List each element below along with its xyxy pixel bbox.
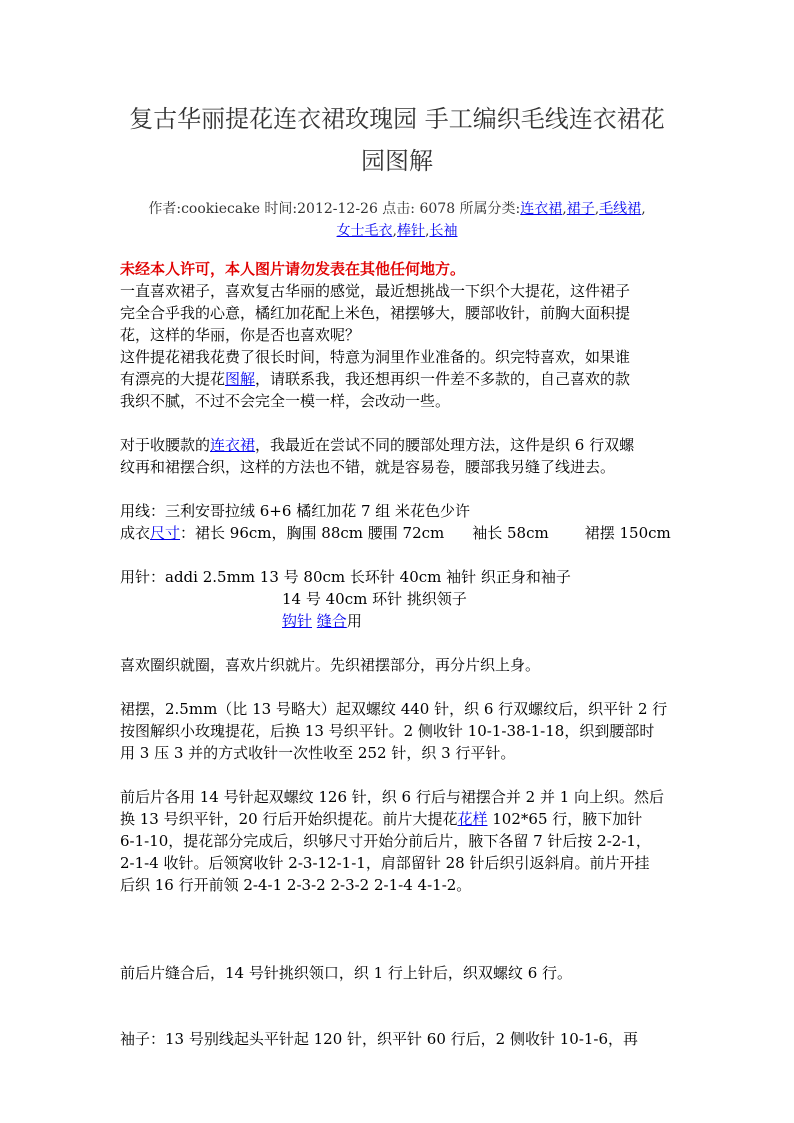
round-knit-note: 喜欢圈织就圈，喜欢片织就片。先织裙摆部分，再分片织上身。 xyxy=(120,656,541,674)
spacer xyxy=(120,984,680,1006)
meta-author-time-clicks: 作者:cookiecake 时间:2012-12-26 点击: 6078 所属分类: xyxy=(148,201,521,217)
article-meta xyxy=(100,198,694,242)
link-sewing[interactable]: 缝合 xyxy=(316,612,347,630)
spacer xyxy=(120,544,680,566)
sleeve-instructions: 袖子：13 号别线起头平针起 120 针，织平针 60 行后，2 侧收针 10-1-6，再 xyxy=(120,1030,639,1048)
copyright-warning: 未经本人许可，本人图片请勿发表在其他任何地方。 xyxy=(120,260,466,278)
story-line: 我织不腻，不过不会完全一模一样，会改动一些。 xyxy=(120,392,451,410)
needle-info: 用针：addi 2.5mm 13 号 80cm 长环针 40cm 袖针 织正身和袖子 xyxy=(120,568,571,586)
category-link-long-sleeve[interactable]: 长袖 xyxy=(429,223,458,239)
category-link-wool-skirt[interactable]: 毛线裙 xyxy=(599,201,642,217)
spacer xyxy=(120,1006,680,1028)
text-fragment: 换 13 号织平针，20 行后开始织提花。前片大提花 xyxy=(120,810,458,828)
text-fragment: ：裙长 96cm，胸围 88cm 腰围 72cm xyxy=(180,524,445,542)
category-separator: , xyxy=(562,201,567,217)
front-back-instructions: 后织 16 行开前领 2-4-1 2-3-2 2-3-2 2-1-4 4-1-2。 xyxy=(120,876,472,894)
collar-instructions: 前后片缝合后，14 号针挑织领口，织 1 行上针后，织双螺纹 6 行。 xyxy=(120,964,573,982)
skirt-instructions: 裙摆，2.5mm（比 13 号略大）起双螺纹 440 针，织 6 行双螺纹后，织平针 2 行 xyxy=(120,700,668,718)
front-back-instructions: 2-1-4 收针。后领窝收针 2-3-12-1-1，肩部留针 28 针后织引返斜肩。前片开挂 xyxy=(120,854,650,872)
spacer xyxy=(120,918,680,940)
text-fragment: 用 xyxy=(346,612,362,630)
link-crochet-hook[interactable]: 钩针 xyxy=(282,612,313,630)
spacer xyxy=(120,676,680,698)
spacer xyxy=(120,764,680,786)
category-separator: , xyxy=(594,201,600,217)
page-title xyxy=(100,98,694,182)
text-fragment: 对于收腰款的 xyxy=(120,436,211,454)
spacer xyxy=(120,940,680,962)
waist-line: 纹再和裙摆合织，这样的方法也不错，就是容易卷，腰部我另缝了线进去。 xyxy=(120,458,616,476)
intro-line: 花，这样的华丽，你是否也喜欢呢？ xyxy=(120,326,361,344)
category-separator: , xyxy=(425,223,430,239)
category-link-dress[interactable]: 连衣裙 xyxy=(520,201,563,217)
story-line xyxy=(120,368,680,390)
link-dress[interactable]: 连衣裙 xyxy=(210,436,256,454)
spacer xyxy=(120,412,680,434)
front-back-instructions: 6-1-10，提花部分完成后，织够尺寸开始分前后片，腋下各留 7 针后按 2-2-1， xyxy=(120,832,651,850)
front-back-instructions xyxy=(120,808,680,830)
category-link-knitting-needle[interactable]: 棒针 xyxy=(397,223,425,239)
article-body xyxy=(120,258,680,1050)
needle-info xyxy=(120,610,680,632)
text-fragment: 102*65 行，腋下加针 xyxy=(487,810,643,828)
category-link-skirt[interactable]: 裙子 xyxy=(566,201,595,217)
spacer xyxy=(120,632,680,654)
skirt-instructions: 按图解织小玫瑰提花，后换 13 号织平针。2 侧收针 10-1-38-1-18，织到腰部时 xyxy=(120,722,655,740)
intro-line: 完全合乎我的心意，橘红加花配上米色，裙摆够大，腰部收针，前胸大面积提 xyxy=(120,304,631,322)
skirt-instructions: 用 3 压 3 并的方式收针一次性收至 252 针，织 3 行平针。 xyxy=(120,744,516,762)
spacer xyxy=(120,896,680,918)
yarn-info: 用线：三利安哥拉绒 6+6 橘红加花 7 组 米花色少许 xyxy=(120,502,471,520)
text-fragment: 成衣 xyxy=(120,524,151,542)
sleeve-length: 袖长 58cm xyxy=(472,524,549,542)
text-fragment: ，请联系我，我还想再织一件差不多款的，自己喜欢的款 xyxy=(255,370,631,388)
text-fragment: 有漂亮的大提花 xyxy=(120,370,226,388)
category-separator: , xyxy=(392,223,397,239)
category-link-womens-sweater[interactable]: 女士毛衣 xyxy=(336,223,393,239)
spacer xyxy=(120,478,680,500)
front-back-instructions: 前后片各用 14 号针起双螺纹 126 针，织 6 行后与裙摆合并 2 并 1 向上织。然后 xyxy=(120,788,665,806)
link-pattern-diagram[interactable]: 图解 xyxy=(225,370,256,388)
link-pattern[interactable]: 花样 xyxy=(457,810,488,828)
hem-width: 裙摆 150cm xyxy=(584,524,671,542)
title-line-1: 复古华丽提花连衣裙玫瑰园 手工编织毛线连衣裙花 xyxy=(129,105,665,133)
needle-info: 14 号 40cm 环针 挑织领子 xyxy=(282,590,467,608)
waist-line xyxy=(120,434,680,456)
size-info xyxy=(120,522,680,544)
title-line-2: 园图解 xyxy=(361,147,433,175)
link-size[interactable]: 尺寸 xyxy=(150,524,181,542)
text-fragment: ，我最近在尝试不同的腰部处理方法，这件是织 6 行双螺 xyxy=(255,436,635,454)
story-line: 这件提花裙我花费了很长时间，特意为洞里作业准备的。织完特喜欢，如果谁 xyxy=(120,348,631,366)
intro-line: 一直喜欢裙子，喜欢复古华丽的感觉，最近想挑战一下织个大提花，这件裙子 xyxy=(120,282,631,300)
category-separator: , xyxy=(641,201,646,217)
